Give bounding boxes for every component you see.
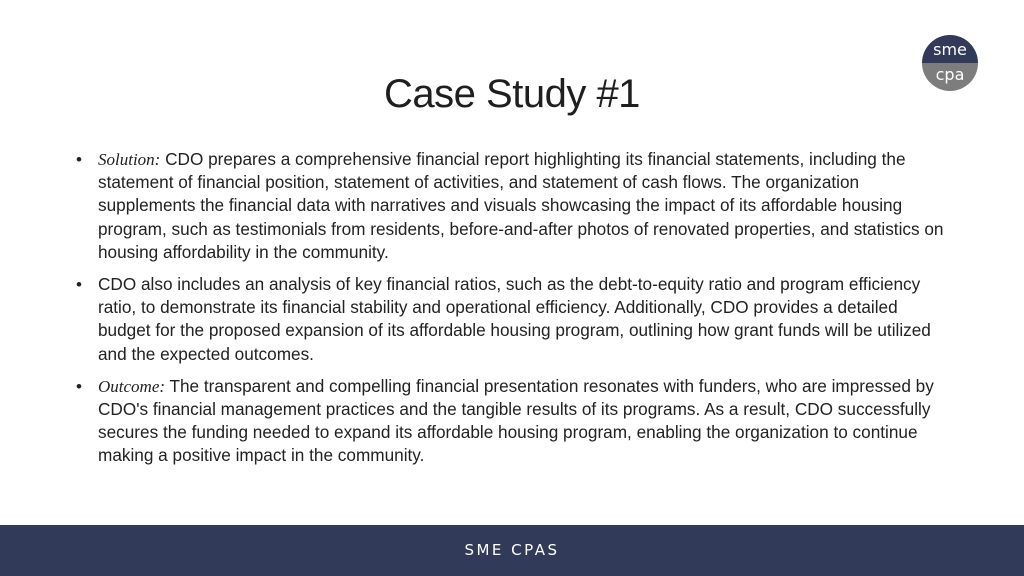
bullet-text: CDO also includes an analysis of key financial ratios, such as the debt-to-equity ratio and program efficiency ratio, to demonstrate its financial stability and operational efficiency. Additionally, CDO provides a detailed budget for the proposed expansion of its affordable housing program, outlining how grant funds will be utilized and the expected outcomes.: [98, 274, 931, 364]
bullet-dot-icon: •: [76, 376, 82, 396]
bullet-dot-icon: •: [76, 275, 82, 295]
bullet-item-outcome: [76, 375, 954, 468]
sme-cpa-logo: [922, 35, 978, 91]
bullet-item-solution: [76, 148, 954, 264]
bullet-lead: Solution:: [98, 150, 161, 169]
logo-top-text: sme: [922, 35, 978, 63]
bullet-list: [76, 148, 954, 477]
bullet-text: The transparent and compelling financial presentation resonates with funders, who are impressed by CDO's financial management practices and the tangible results of its programs. As a result, CDO successfully secures the funding needed to expand its affordable housing program, enabling the organization to continue making a positive impact in the community.: [98, 375, 934, 466]
bullet-item-analysis: [76, 273, 954, 366]
bullet-dot-icon: •: [76, 150, 82, 169]
bullet-text: CDO prepares a comprehensive financial report highlighting its financial statements, including the statement of financial position, statement of activities, and statement of cash flows. The organization supplements the financial data with narratives and visuals showcasing the impact of its affordable housing program, such as testimonials from residents, before-and-after photos of renovated properties, and statistics on housing affordability in the community.: [98, 149, 944, 262]
slide-title: Case Study #1: [384, 72, 640, 116]
bullet-lead: Outcome:: [98, 376, 166, 396]
footer-bar: SME CPAS: [0, 525, 1024, 576]
logo-bottom-text: cpa: [922, 63, 978, 91]
